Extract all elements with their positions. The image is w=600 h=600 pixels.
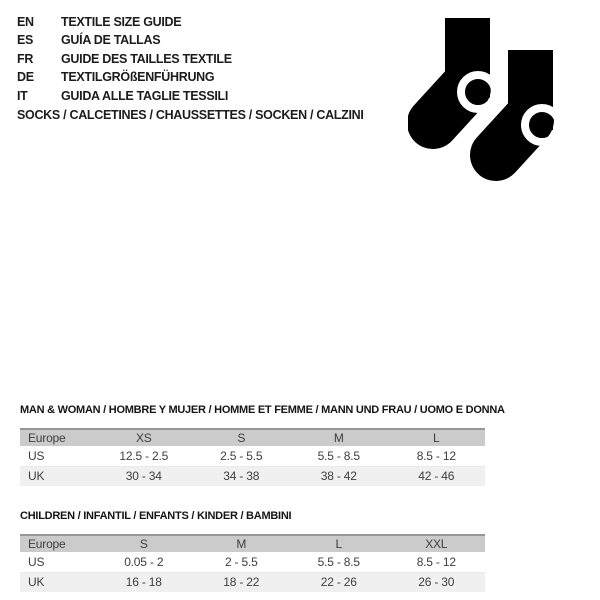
size-cell: 22 - 26	[320, 575, 357, 590]
language-label: GUÍA DE TALLAS	[61, 33, 161, 48]
size-cell: 8.5 - 12	[416, 554, 456, 569]
column-header: S	[237, 431, 246, 445]
size-cell: 5.5 - 8.5	[317, 448, 360, 463]
language-label: GUIDA ALLE TAGLIE TESSILI	[61, 88, 229, 103]
table-title: CHILDREN / INFANTIL / ENFANTS / KINDER / BAMBINI	[20, 510, 292, 522]
size-cell: 5.5 - 8.5	[317, 554, 360, 569]
column-header: XXL	[425, 537, 448, 551]
language-code: EN	[17, 15, 34, 29]
size-cell: 38 - 42	[320, 469, 357, 484]
size-cell: 30 - 34	[125, 469, 162, 484]
size-table	[20, 428, 485, 486]
language-guide-list	[17, 13, 232, 105]
language-label: TEXTILE SIZE GUIDE	[61, 15, 182, 29]
language-code: FR	[17, 51, 34, 66]
column-header: Europe	[28, 537, 66, 551]
language-row-it	[17, 87, 232, 105]
language-row-en	[17, 13, 232, 31]
language-code: IT	[17, 88, 28, 103]
table-row	[20, 572, 485, 592]
column-header: Europe	[28, 431, 66, 445]
language-code: ES	[17, 33, 34, 48]
table-header-row	[20, 535, 485, 552]
language-row-es	[17, 31, 232, 49]
product-category-line: SOCKS / CALCETINES / CHAUSSETTES / SOCKEN / CALZINI	[17, 108, 364, 122]
column-header: XS	[135, 431, 152, 445]
size-cell: 12.5 - 2.5	[119, 448, 169, 463]
size-cell: 34 - 38	[223, 469, 260, 484]
size-cell: 2.5 - 5.5	[220, 448, 263, 463]
language-label: TEXTILGRÖßENFÜHRUNG	[61, 70, 215, 85]
table-row	[20, 466, 485, 486]
column-header: L	[335, 537, 342, 551]
table-header-row	[20, 429, 485, 446]
column-header: M	[236, 537, 247, 551]
size-cell: 42 - 46	[418, 469, 455, 484]
table-title: MAN & WOMAN / HOMBRE Y MUJER / HOMME ET FEMME / MANN UND FRAU / UOMO E DONNA	[20, 404, 505, 416]
size-cell: 16 - 18	[125, 575, 162, 590]
language-row-de	[17, 68, 232, 86]
sock-leg-shape	[445, 18, 490, 98]
column-header: L	[433, 431, 440, 445]
row-label: UK	[28, 469, 45, 484]
size-cell: 0.05 - 2	[124, 554, 164, 569]
table-row	[20, 446, 485, 466]
row-label: US	[28, 554, 45, 569]
language-code: DE	[17, 70, 34, 85]
column-header: M	[333, 431, 344, 445]
size-table-man-woman	[20, 403, 505, 486]
socks-icon	[408, 8, 566, 188]
language-label: GUIDE DES TAILLES TEXTILE	[61, 51, 232, 66]
row-label: UK	[28, 575, 45, 590]
size-cell: 2 - 5.5	[224, 554, 258, 569]
row-label: US	[28, 448, 45, 463]
size-cell: 8.5 - 12	[416, 448, 456, 463]
column-header: S	[139, 537, 148, 551]
language-row-fr	[17, 50, 232, 68]
size-table-children	[20, 509, 485, 592]
size-cell: 18 - 22	[223, 575, 260, 590]
size-cell: 26 - 30	[418, 575, 455, 590]
size-table	[20, 534, 485, 592]
table-row	[20, 552, 485, 572]
